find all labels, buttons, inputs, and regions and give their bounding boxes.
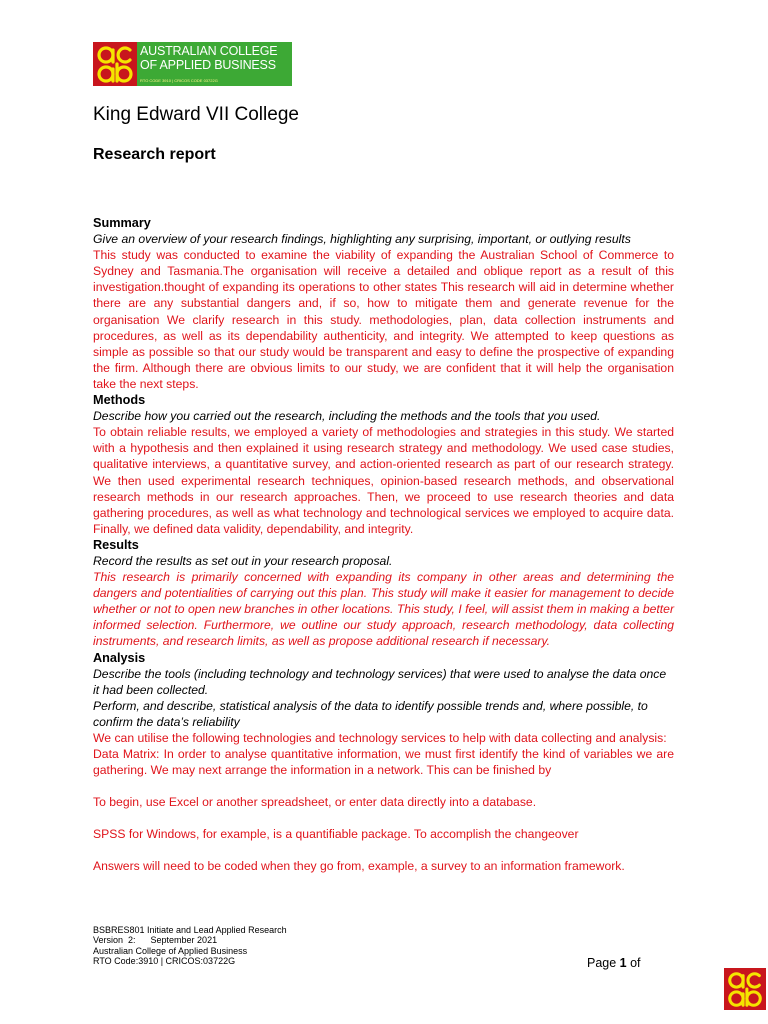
analysis-instruction-2: Perform, and describe, statistical analysis of the data to identify possible trends and, where possible, to confirm the data’s reliability — [93, 698, 648, 729]
page-suffix: of — [626, 956, 641, 970]
page-prefix: Page — [587, 956, 620, 970]
analysis-body-3: To begin, use Excel or another spreadsheet, or enter data directly into a database. — [93, 795, 537, 810]
footer-college: Australian College of Applied Business — [93, 945, 248, 956]
report-title: Research report — [93, 146, 216, 163]
logo-line-3: RTO CODE 3910 | CRICOS CODE 03722G — [140, 78, 218, 83]
page-current: 1 — [619, 956, 627, 970]
results-heading: Results — [93, 537, 139, 552]
analysis-body-4: SPSS for Windows, for example, is a quantifiable package. To accomplish the changeover — [93, 827, 579, 842]
acab-logo-icon — [93, 42, 137, 86]
analysis-body-2: Data Matrix: In order to analyse quantitative information, we must first identify the kind of variables we are gathering. We may next arrange the information in a network. This can be finished by — [93, 747, 674, 778]
footer-codes: RTO Code:3910 | CRICOS:03722G — [93, 955, 236, 966]
methods-body: To obtain reliable results, we employed a variety of methodologies and strategies in this study. We started with a hypothesis and then explained it using research strategy and methodology. We used case studies, qualitative interviews, a quantitative survey, and action-oriented research as part of our research strategy. We then used experimental research techniques, opinion-based research methods, and observational research methods in our research approaches. Then, we proceed to use research theories and data gathering procedures, as well as what technology and technological services we employed to acquire data. Finally, we defined data validity, dependability, and integrity. — [93, 425, 674, 536]
acab-footer-logo-icon — [724, 968, 766, 1010]
summary-instruction: Give an overview of your research findings, highlighting any surprising, important, or outlying results — [93, 232, 631, 247]
results-body: This research is primarily concerned with expanding its company in other areas and determining the dangers and potentialities of carrying out this plan. This study will make it easier for management to decide whether or not to open new branches in other locations. This study, I feel, will assist them in making a better informed selection. Furthermore, we outline our study approach, research methodology, data collecting instruments, and research limits, as well as propose additional research if necessary. — [93, 570, 674, 649]
college-title: King Edward VII College — [93, 104, 299, 125]
analysis-instruction-1: Describe the tools (including technology and technology services) that were used to analyse the data once it had been collected. — [93, 666, 667, 697]
logo-line-1: AUSTRALIAN COLLEGE — [140, 44, 278, 58]
methods-heading: Methods — [93, 393, 146, 408]
page-number — [587, 956, 641, 970]
footer-unit: BSBRES801 Initiate and Lead Applied Research — [93, 925, 287, 935]
summary-body: This study was conducted to examine the viability of expanding the Australian School of Commerce to Sydney and Tasmania.The organisation will receive a detailed and oblique report as a result of this investigation.thought of expanding its operations to other states This research will aid in determine whether there are any substantial dangers and, if so, how to mitigate them and generate revenue for the organisation We clarify research in this study. methodologies, plan, data collection instruments and procedures, as well as its dependability authenticity, and integrity. We attempted to keep questions as simple as possible so that our study would be transparent and easy to define the prospective of expanding the firm. Although there are obvious limits to our study, we are confident that it will help the organisation take the next steps. — [93, 248, 674, 391]
page-footer — [93, 925, 287, 966]
analysis-body-1: We can utilise the following technologies and technology services to help with data collecting and analysis: — [93, 731, 667, 745]
report-body — [93, 215, 674, 875]
analysis-heading: Analysis — [93, 650, 146, 665]
methods-instruction: Describe how you carried out the research, including the methods and the tools that you used. — [93, 409, 601, 424]
logo-line-2: OF APPLIED BUSINESS — [140, 58, 276, 72]
college-logo — [93, 42, 292, 86]
results-instruction: Record the results as set out in your research proposal. — [93, 553, 393, 568]
analysis-body-5: Answers will need to be coded when they go from, example, a survey to an information framework. — [93, 859, 625, 874]
summary-heading: Summary — [93, 216, 151, 230]
logo-wordmark — [137, 42, 292, 86]
footer-version: Version 2: September 2021 — [93, 935, 218, 946]
